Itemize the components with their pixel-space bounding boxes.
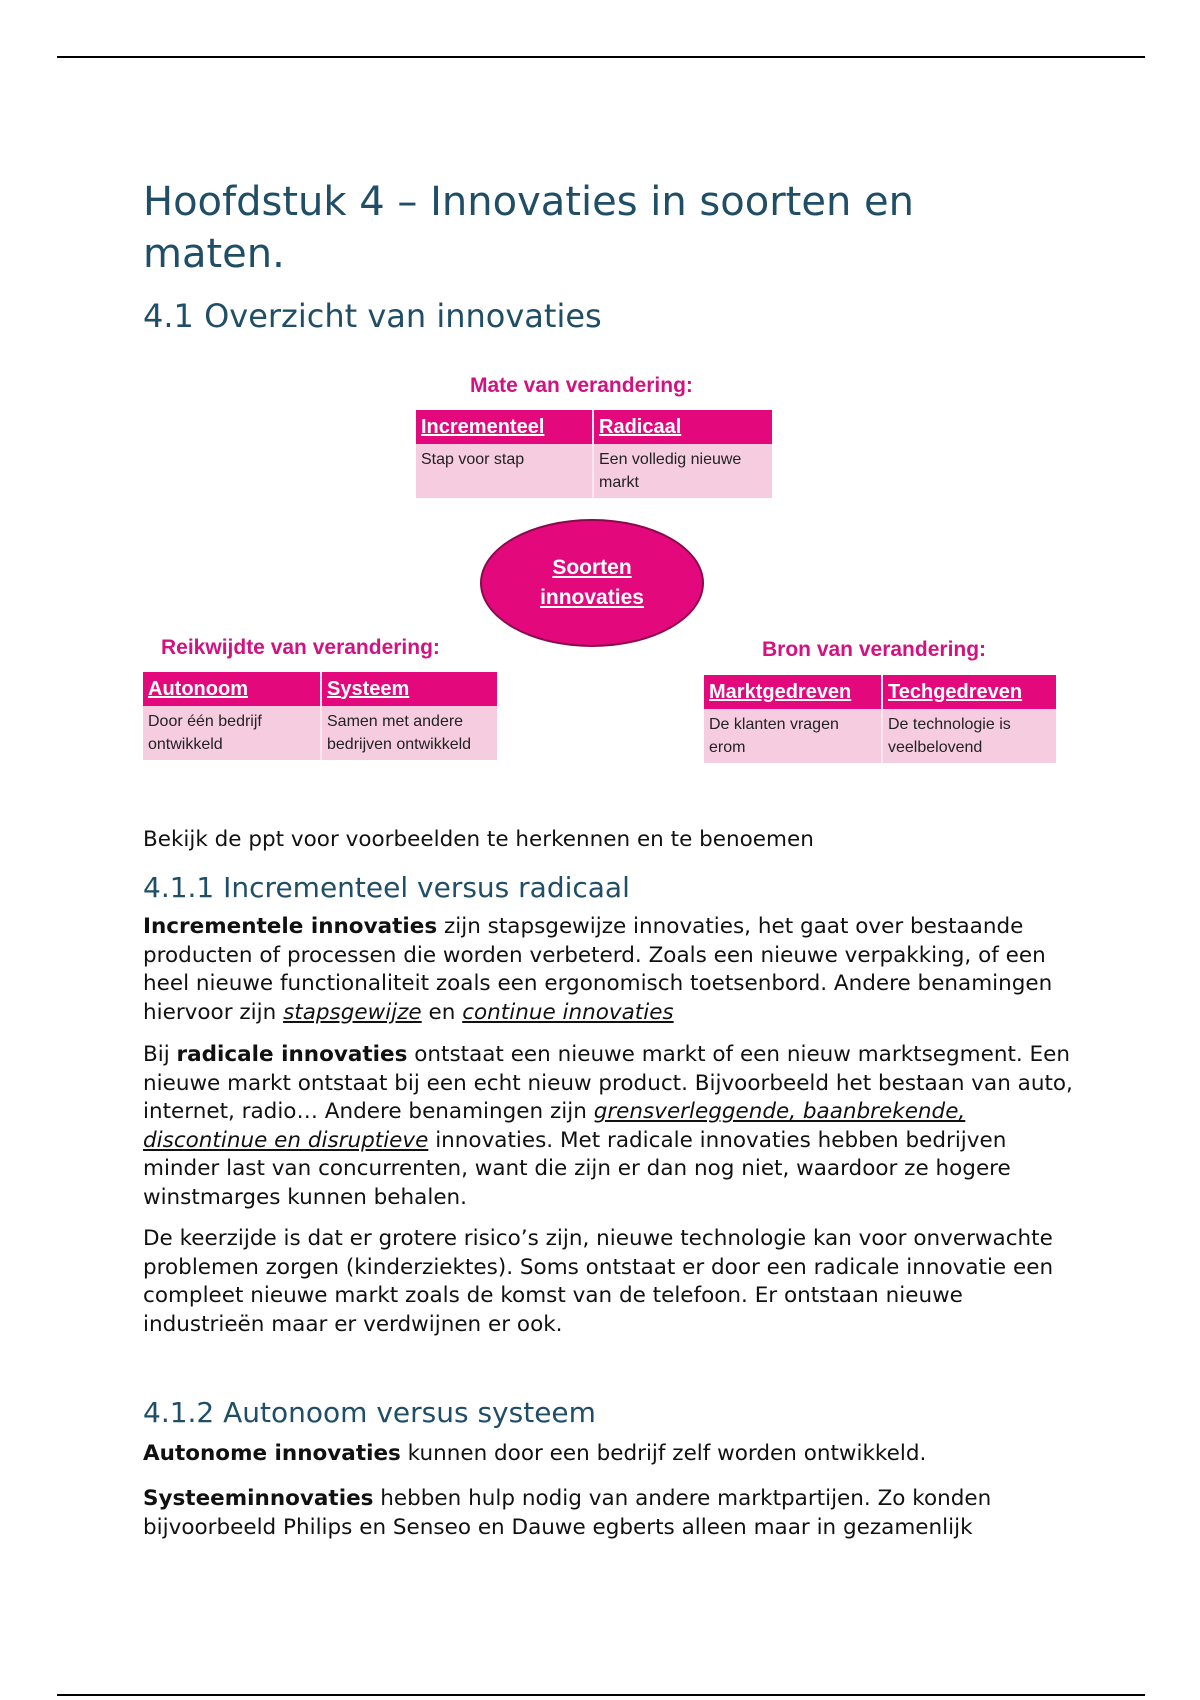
bron-label: Bron van verandering: [762, 638, 987, 661]
paragraph-keerzijde: De keerzijde is dat er grotere risico’s zijn, nieuwe technologie kan voor onverwachte problemen zorgen (kinderziektes). Soms ontstaat er door een radicale innovatie een compleet nieuwe markt zoals de komst van de telefoon. Er ontstaan nieuwe industrieën maar er verdwijnen er ook. [143, 1226, 1054, 1337]
paragraph-autonoom: Autonome innovaties kunnen door een bedrijf zelf worden ontwikkeld. [143, 1441, 927, 1466]
center-oval-label: Soorten innovaties [540, 556, 644, 609]
reikwijdte-header-systeem: Systeem [321, 672, 497, 706]
bron-header-techgedreven: Techgedreven [882, 675, 1056, 709]
mate-cell-radicaal: Een volledig nieuwe markt [593, 444, 772, 498]
page-title: Hoofdstuk 4 – Innovaties in soorten en maten. [143, 179, 914, 277]
footer-rule [57, 1694, 1145, 1696]
section-heading-4-1-1: 4.1.1 Incrementeel versus radicaal [143, 871, 630, 904]
mate-cell-incrementeel: Stap voor stap [416, 444, 593, 498]
header-rule [57, 56, 1145, 58]
center-oval [480, 519, 704, 647]
section-heading-4-1-2: 4.1.2 Autonoom versus systeem [143, 1396, 596, 1429]
term-incrementele-innovaties: Incrementele innovaties [143, 914, 438, 939]
bron-cell-techgedreven: De technologie is veelbelovend [882, 709, 1056, 763]
reikwijdte-header-autonoom: Autonoom [143, 672, 321, 706]
paragraph-incrementeel: Incrementele innovaties zijn stapsgewijze innovaties, het gaat over bestaande producten of processen die worden verbeterd. Zoals een nieuwe verpakking, of een heel nieuwe functionaliteit zoals een ergonomisch toetsenbord. Andere benamingen hiervoor zijn stapsgewijze en continue innovaties [143, 914, 1053, 1025]
term-systeeminnovaties: Systeeminnovaties [143, 1486, 374, 1511]
term-continue-innovaties: continue innovaties [462, 999, 674, 1025]
mate-table [416, 410, 772, 498]
section-heading-4-1: 4.1 Overzicht van innovaties [143, 297, 602, 335]
reikwijdte-cell-systeem: Samen met andere bedrijven ontwikkeld [321, 706, 497, 760]
bron-header-marktgedreven: Marktgedreven [704, 675, 882, 709]
paragraph-radicaal: Bij radicale innovaties ontstaat een nieuwe markt of een nieuw marktsegment. Een nieuwe markt ontstaat bij een echt nieuw product. Bijvoorbeeld het bestaan van auto, internet, radio… Andere benamingen zijn grensverleggende, baanbrekende, discontinue en disruptieve innovaties. Met radicale innovaties hebben bedrijven minder last van concurrenten, want die zijn er dan nog niet, waardoor ze hogere winstmarges kunnen behalen. [143, 1042, 1073, 1210]
mate-label: Mate van verandering: [470, 374, 693, 397]
reikwijdte-cell-autonoom: Door één bedrijf ontwikkeld [143, 706, 321, 760]
term-autonome-innovaties: Autonome innovaties [143, 1441, 401, 1466]
paragraph-systeem: Systeeminnovaties hebben hulp nodig van andere marktpartijen. Zo konden bijvoorbeeld Philips en Senseo en Dauwe egberts alleen maar in gezamenlijk [143, 1486, 992, 1540]
mate-header-radicaal: Radicaal [593, 410, 772, 444]
term-stapsgewijze: stapsgewijze [283, 999, 422, 1025]
intro-paragraph: Bekijk de ppt voor voorbeelden te herkennen en te benoemen [143, 827, 814, 852]
reikwijdte-label: Reikwijdte van verandering: [161, 636, 440, 659]
term-synoniemen-radicaal: grensverleggende, baanbrekende, discontinue en disruptieve [143, 1099, 966, 1153]
bron-cell-marktgedreven: De klanten vragen erom [704, 709, 882, 763]
term-radicale-innovaties: radicale innovaties [176, 1042, 408, 1067]
bron-table [704, 675, 1056, 763]
reikwijdte-table [143, 672, 497, 760]
mate-header-incrementeel: Incrementeel [416, 410, 593, 444]
